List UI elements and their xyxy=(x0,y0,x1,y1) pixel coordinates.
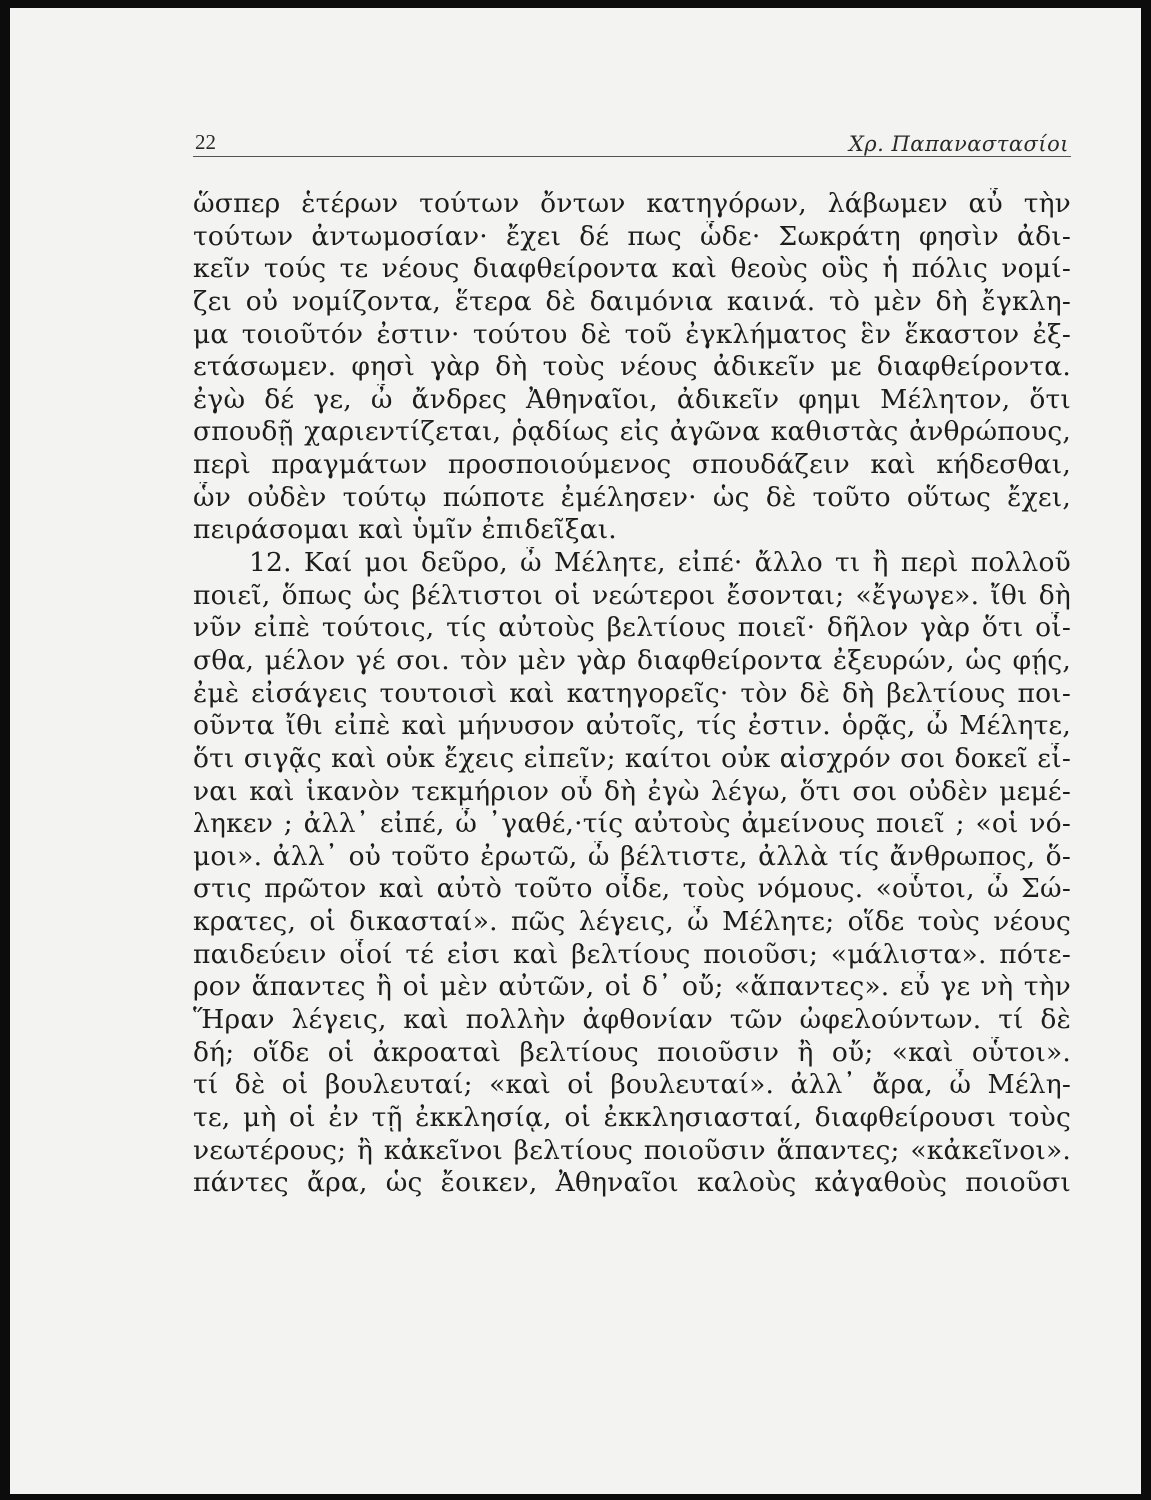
text-line: πάντες ἄρα, ὡς ἔοικεν, Ἀθηναῖοι καλοὺς κἀγαθοὺς ποιοῦσι xyxy=(193,1167,1071,1199)
text-line: νεωτέρους; ἢ κἀκεῖνοι βελτίους ποιοῦσιν ἅπαντες; «κἀκεῖνοι». xyxy=(193,1134,1071,1166)
text-line: ἐμὲ εἰσάγεις τουτοισὶ καὶ κατηγορεῖς· τὸν δὲ δὴ βελτίους ποι- xyxy=(193,677,1071,709)
text-line: ζει οὐ νομίζοντα, ἕτερα δὲ δαιμόνια καινά. τὸ μὲν δὴ ἔγκλη- xyxy=(193,285,1071,317)
text-line: σθα, μέλον γέ σοι. τὸν μὲν γὰρ διαφθείροντα ἐξευρών, ὡς φῄς, xyxy=(193,644,1071,676)
text-line: τούτων ἀντωμοσίαν· ἔχει δέ πως ὧδε· Σωκράτη φησὶν ἀδι- xyxy=(193,220,1071,252)
text-line: ναι καὶ ἱκανὸν τεκμήριον οὗ δὴ ἐγὼ λέγω, ὅτι σοι οὐδὲν μεμέ- xyxy=(193,775,1071,807)
text-line: σπουδῇ χαριεντίζεται, ῥᾳδίως εἰς ἀγῶνα καθιστὰς ἀνθρώπους, xyxy=(193,416,1071,448)
text-line: Ἥραν λέγεις, καὶ πολλὴν ἀφθονίαν τῶν ὠφελούντων. τί δὲ xyxy=(193,1004,1071,1036)
text-line: ὅτι σιγᾷς καὶ οὐκ ἔχεις εἰπεῖν; καίτοι οὐκ αἰσχρόν σοι δοκεῖ εἶ- xyxy=(193,742,1071,774)
text-line: μα τοιοῦτόν ἐστιν· τούτου δὲ τοῦ ἐγκλήματος ἓν ἕκαστον ἐξ- xyxy=(193,318,1071,350)
text-line: οῦντα ἴθι εἰπὲ καὶ μήνυσον αὐτοῖς, τίς ἐστιν. ὁρᾷς, ὦ Μέλητε, xyxy=(193,710,1071,742)
text-line: περὶ πραγμάτων προσποιούμενος σπουδάζειν καὶ κήδεσθαι, xyxy=(193,449,1071,481)
text-line: τε, μὴ οἱ ἐν τῇ ἐκκλησίᾳ, οἱ ἐκκλησιασταί, διαφθείρουσι τοὺς xyxy=(193,1101,1071,1133)
text-line: ρον ἅπαντες ἢ οἱ μὲν αὐτῶν, οἱ δ᾽ οὔ; «ἅπαντες». εὖ γε νὴ τὴν xyxy=(193,971,1071,1003)
text-line: παιδεύειν οἷοί τέ εἰσι καὶ βελτίους ποιοῦσι; «μάλιστα». πότε- xyxy=(193,938,1071,970)
text-line: ληκεν ; ἀλλ᾽ εἰπέ, ὦ ᾽γαθέ,·τίς αὐτοὺς ἀμείνους ποιεῖ ; «οἱ νό- xyxy=(193,808,1071,840)
text-line: ετάσωμεν. φησὶ γὰρ δὴ τοὺς νέους ἀδικεῖν με διαφθείροντα. xyxy=(193,351,1071,383)
text-line: πειράσομαι καὶ ὑμῖν ἐπιδεῖξαι. xyxy=(193,514,617,546)
page-header xyxy=(193,126,1071,157)
text-line: κρατες, οἱ δικασταί». πῶς λέγεις, ὦ Μέλητε; οἵδε τοὺς νέους xyxy=(193,906,1071,938)
running-head: Χρ. Παπαναστασίοι xyxy=(848,132,1069,156)
text-line: νῦν εἰπὲ τούτοις, τίς αὐτοὺς βελτίους ποιεῖ· δῆλον γὰρ ὅτι οἶ- xyxy=(193,612,1071,644)
text-line: 12. Καί μοι δεῦρο, ὦ Μέλητε, εἰπέ· ἄλλο τι ἢ περὶ πολλοῦ xyxy=(249,547,1071,579)
body-text xyxy=(193,188,1071,1200)
text-line: ὥσπερ ἑτέρων τούτων ὄντων κατηγόρων, λάβωμεν αὖ τὴν xyxy=(193,188,1071,219)
text-line: ὧν οὐδὲν τούτῳ πώποτε ἐμέλησεν· ὡς δὲ τοῦτο οὕτως ἔχει, xyxy=(193,481,1071,513)
page-number: 22 xyxy=(195,130,216,154)
text-line: στις πρῶτον καὶ αὐτὸ τοῦτο οἶδε, τοὺς νόμους. «οὗτοι, ὦ Σώ- xyxy=(193,873,1071,905)
text-line: δή; οἵδε οἱ ἀκροαταὶ βελτίους ποιοῦσιν ἢ οὔ; «καὶ οὗτοι». xyxy=(193,1036,1071,1068)
text-line: τί δὲ οἱ βουλευταί; «καὶ οἱ βουλευταί». ἀλλ᾽ ἄρα, ὦ Μέλη- xyxy=(193,1069,1071,1101)
text-line: ποιεῖ, ὅπως ὡς βέλτιστοι οἱ νεώτεροι ἔσονται; «ἔγωγε». ἴθι δὴ xyxy=(193,579,1071,611)
text-line: κεῖν τούς τε νέους διαφθείροντα καὶ θεοὺς οὓς ἡ πόλις νομί- xyxy=(193,253,1071,285)
text-line: ἐγὼ δέ γε, ὦ ἄνδρες Ἀθηναῖοι, ἀδικεῖν φημι Μέλητον, ὅτι xyxy=(193,383,1071,415)
text-line: μοι». ἀλλ᾽ οὐ τοῦτο ἐρωτῶ, ὦ βέλτιστε, ἀλλὰ τίς ἄνθρωπος, ὅ- xyxy=(193,840,1071,872)
